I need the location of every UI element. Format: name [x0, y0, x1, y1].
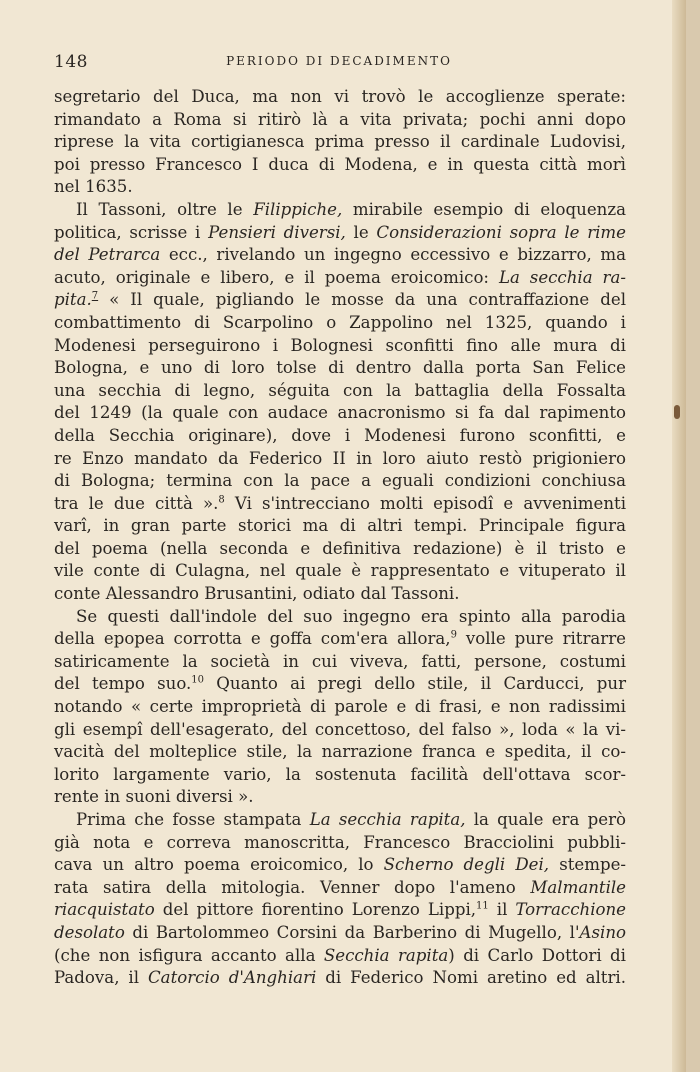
italic-title: Scherno degli Dei,	[383, 855, 550, 875]
footnote-ref: 11	[476, 900, 489, 912]
footnote-ref: 10	[191, 674, 205, 686]
text-line: (che non isfigura accanto alla Secchia rapita) di Carlo Dottori di	[54, 945, 626, 965]
footnote-ref: 9	[450, 629, 457, 641]
text-line: lorito largamente vario, la sostenuta facilità dell'ottava scor-	[54, 764, 626, 784]
text-line: vacità del molteplice stile, la narrazione franca e spedita, il co-	[54, 742, 626, 762]
italic-title: La secchia ra-	[498, 267, 626, 287]
italic-title: Catorcio d'Anghiari	[147, 968, 317, 988]
text-line: conte Alessandro Brusantini, odiato dal Tassoni.	[54, 584, 460, 604]
text-line: varî, in gran parte storici ma di altri tempi. Principale figura	[54, 516, 626, 536]
italic-title: Torracchione	[515, 900, 626, 920]
paragraph	[54, 199, 626, 606]
paragraph	[54, 606, 626, 809]
text-line: rente in suoni diversi ».	[54, 787, 254, 807]
text-line: pita.$^7$ « Il quale, pigliando le mosse da una contraffazione del	[54, 290, 626, 310]
italic-title: La secchia rapita,	[309, 810, 466, 829]
page-header	[54, 52, 624, 74]
text-line: già nota e correva manoscritta, Francesco Bracciolini pubbli-	[54, 832, 626, 852]
italic-title: Malmantile	[530, 877, 626, 897]
footnote-ref: 8	[218, 494, 225, 506]
text-line: Il Tassoni, oltre le Filippiche, mirabile esempio di eloquenza	[76, 199, 626, 219]
body-text	[54, 86, 626, 990]
italic-title: Asino	[579, 922, 626, 942]
text-line: acuto, originale e libero, e il poema eroicomico: La secchia ra-	[54, 267, 626, 287]
text-line: tra le due città ».$^8$ Vi s'intrecciano molti episodî e avvenimenti	[54, 493, 627, 513]
text-line: una secchia di legno, séguita con la battaglia della Fossalta	[54, 380, 626, 400]
italic-title: Filippiche,	[253, 199, 343, 219]
italic-title: pita.	[54, 290, 92, 310]
italic-title: desolato	[54, 922, 125, 942]
italic-title: Considerazioni sopra le rime	[376, 222, 626, 242]
text-line: Modenesi perseguirono i Bolognesi sconfitti fino alle mura di	[54, 335, 626, 355]
running-title: PERIODO DI DECADIMENTO	[226, 54, 452, 68]
text-line: del 1249 (la quale con audace anacronismo si fa dal rapimento	[54, 403, 626, 423]
page-margin-mark	[674, 405, 680, 419]
text-line: politica, scrisse i Pensieri diversi, le Considerazioni sopra le rime	[54, 222, 626, 242]
text-line: re Enzo mandato da Federico II in loro aiuto restò prigioniero	[54, 448, 626, 468]
paragraph	[54, 809, 626, 990]
text-line: notando « certe improprietà di parole e di frasi, e non radissimi	[54, 697, 626, 717]
text-line: del tempo suo.$^{10}$ Quanto ai pregi dello stile, il Carducci, pur	[54, 674, 626, 694]
text-line: di Bologna; termina con la pace a eguali condizioni conchiusa	[54, 471, 626, 491]
text-line: riacquistato del pittore fiorentino Lorenzo Lippi,$^{11}$ il Torracchione	[54, 900, 626, 920]
text-line: del poema (nella seconda e definitiva redazione) è il tristo e	[54, 538, 626, 558]
text-line: segretario del Duca, ma non vi trovò le accoglienze sperate:	[54, 87, 626, 106]
text-line: rata satira della mitologia. Venner dopo l'ameno Malmantile	[54, 877, 626, 897]
text-line: gli esempî dell'esagerato, del concettoso, del falso », loda « la vi-	[54, 719, 626, 739]
text-line: cava un altro poema eroicomico, lo Scherno degli Dei, stempe-	[54, 855, 626, 875]
text-line: Padova, il Catorcio d'Anghiari di Federico Nomi aretino ed altri.	[54, 968, 626, 988]
text-line: Se questi dall'indole del suo ingegno era spinto alla parodia	[76, 606, 626, 626]
text-line: poi presso Francesco I duca di Modena, e in questa città morì	[54, 154, 626, 174]
text-line: nel 1635.	[54, 177, 133, 197]
italic-title: riacquistato	[54, 900, 155, 920]
italic-title: Pensieri diversi,	[208, 222, 346, 242]
page-edge	[672, 0, 686, 1072]
text-line: combattimento di Scarpolino o Zappolino nel 1325, quando i	[54, 312, 626, 332]
text-line: satiricamente la società in cui viveva, fatti, persone, costumi	[54, 651, 626, 671]
italic-title: del Petrarca	[54, 245, 161, 265]
text-line: riprese la vita cortigianesca prima presso il cardinale Ludovisi,	[54, 132, 626, 152]
text-line: desolato di Bartolommeo Corsini da Barberino di Mugello, l'Asino	[54, 922, 626, 942]
text-line: rimandato a Roma si ritirò là a vita privata; pochi anni dopo	[54, 109, 626, 129]
italic-title: Secchia rapita	[323, 945, 449, 965]
text-line: del Petrarca ecc., rivelando un ingegno eccessivo e bizzarro, ma	[54, 245, 626, 265]
text-line: vile conte di Culagna, nel quale è rappresentato e vituperato il	[54, 561, 626, 581]
text-line: Prima che fosse stampata La secchia rapita, la quale era però	[76, 810, 626, 829]
paragraph	[54, 86, 626, 199]
footnote-ref: 7	[91, 290, 99, 302]
page-number: 148	[54, 52, 88, 72]
text-line: Bologna, e uno di loro tolse di dentro dalla porta San Felice	[54, 358, 626, 378]
text-line: della epopea corrotta e goffa com'era allora,$^9$ volle pure ritrarre	[54, 629, 626, 649]
text-line: della Secchia originare), dove i Modenesi furono sconfitti, e	[54, 425, 626, 445]
